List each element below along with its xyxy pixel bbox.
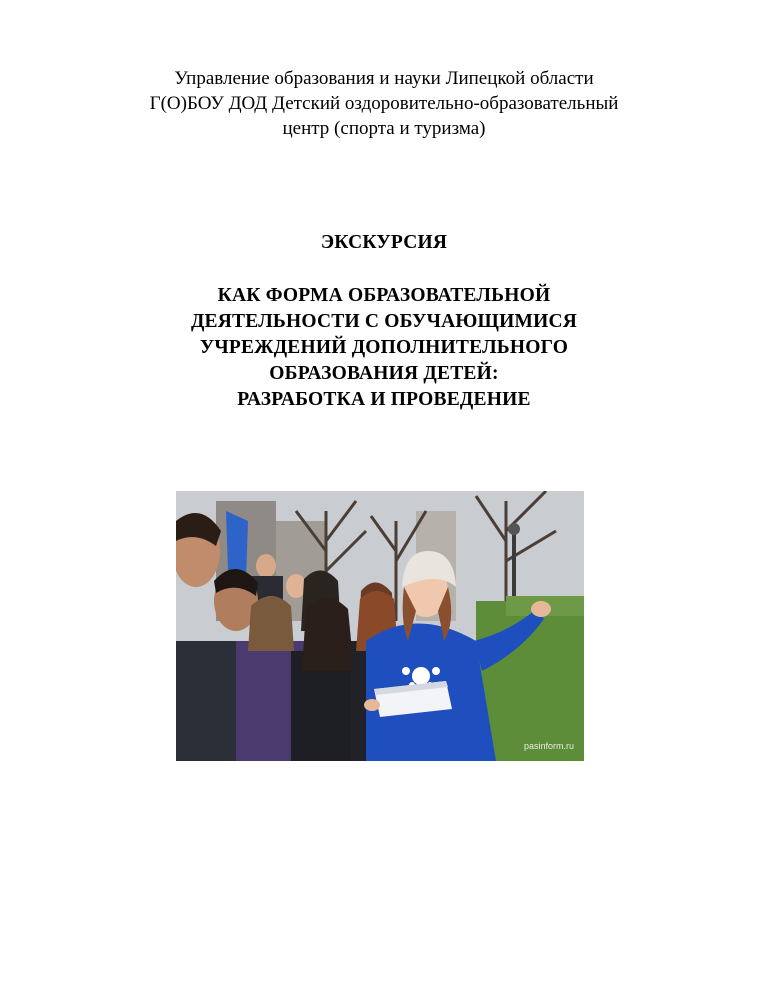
subtitle-line-2: ДЕЯТЕЛЬНОСТИ С ОБУЧАЮЩИМИСЯ	[190, 311, 578, 332]
subtitle-line-4: ОБРАЗОВАНИЯ ДЕТЕЙ:	[269, 363, 499, 384]
header-line-3: центр (спорта и туризма)	[282, 118, 486, 139]
subtitle-line-3: УЧРЕЖДЕНИЙ ДОПОЛНИТЕЛЬНОГО	[199, 337, 569, 358]
subtitle-line-1: КАК ФОРМА ОБРАЗОВАТЕЛЬНОЙ	[217, 285, 551, 306]
subtitle-line-5: РАЗРАБОТКА И ПРОВЕДЕНИЕ	[237, 389, 531, 410]
organization-header	[0, 66, 768, 141]
document-subtitle	[0, 283, 768, 413]
excursion-photo	[176, 491, 584, 761]
header-line-1: Управление образования и науки Липецкой области	[174, 68, 594, 89]
excursion-photo-illustration	[176, 491, 584, 761]
header-line-2: Г(О)БОУ ДОД Детский оздоровительно-образовательный	[149, 93, 619, 114]
photo-watermark: pasinform.ru	[523, 741, 574, 751]
document-title: ЭКСКУРСИЯ	[320, 232, 448, 253]
